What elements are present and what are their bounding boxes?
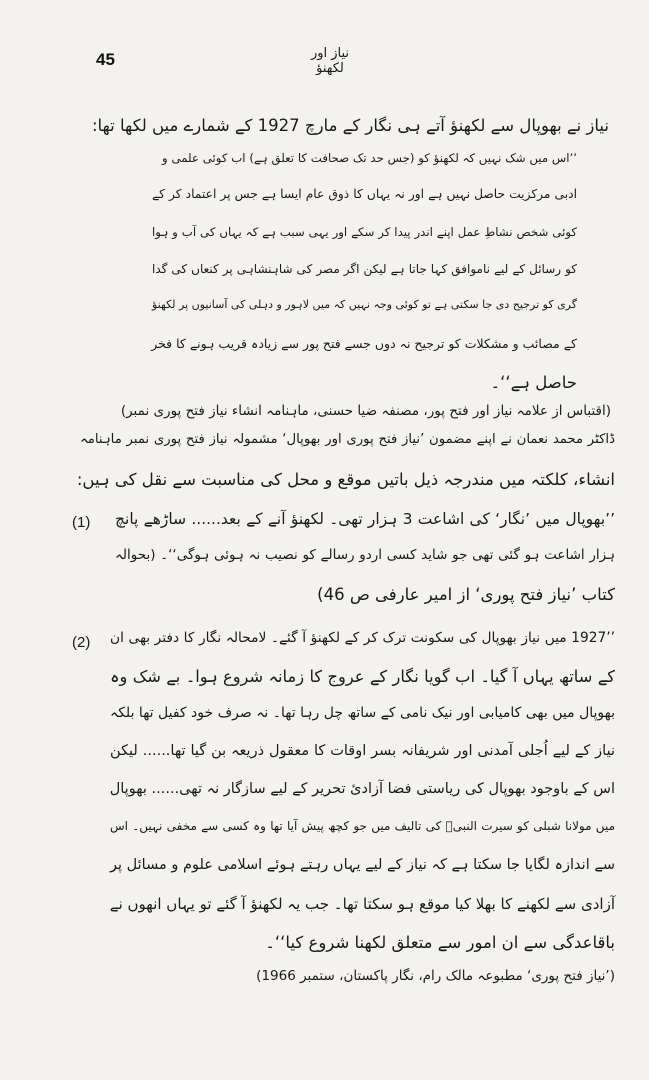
item-line: کتاب ’نیاز فتح پوری‘ از امیر عارفی ص 46) (317, 585, 615, 604)
item-line: میں مولانا شبلی کو سیرت النبیؐ کی تالیف میں جو کچھ پیش آیا تھا وہ کسی سے مخفی نہیں۔ اس (110, 819, 615, 833)
quote1-line: ادبی مرکزیت حاصل نہیں ہے اور نہ یہاں کا ذوق عام ایسا ہے جس پر اعتماد کر کے (152, 187, 577, 201)
paragraph-line: ڈاکٹر محمد نعمان نے اپنے مضمون ’نیاز فتح پوری اور بھوپال‘ مشمولہ نیاز فتح پوری نمبر ماہنامہ (80, 432, 615, 447)
item-line: ’’بھوپال میں ’نگار‘ کی اشاعت 3 ہزار تھی۔ لکھنؤ آنے کے بعد...... ساڑھے پانچ (115, 510, 615, 528)
quote1-line: ’’اس میں شک نہیں کہ لکھنؤ کو (جس حد تک صحافت کا تعلق ہے) اب کوئی علمی و (162, 151, 577, 165)
running-head: نیاز اور لکھنؤ (310, 46, 350, 76)
quote1-line: کے مصائب و مشکلات کو ترجیح نہ دوں جسے فتح پور سے زیادہ قریب ہونے کا فخر (151, 336, 577, 351)
item-citation: (’نیاز فتح پوری‘ مطبوعہ مالک رام، نگار پاکستان، ستمبر 1966) (256, 968, 615, 984)
item-line: ہزار اشاعت ہو گئی تھی جو شاید کسی اردو رسالے کو نصیب نہ ہوئی ہوگی‘‘۔ (بحوالہ (115, 547, 615, 563)
item-line: بھوپال میں بھی کامیابی اور نیک نامی کے ساتھ چل رہا تھا۔ نہ صرف خود کفیل تھا بلکہ (110, 705, 615, 721)
quote1-line: گری کو ترجیح دی جا سکتی ہے تو کوئی وجہ نہیں کہ میں لاہور و دہلی کی آسانیوں پر لکھنؤ (152, 298, 577, 311)
item-line: سے اندازہ لگایا جا سکتا ہے کہ نیاز کے لیے یہاں رہتے ہوئے اسلامی علوم و مسائل پر (109, 857, 615, 873)
item-line: کے ساتھ یہاں آ گیا۔ اب گویا نگار کے عروج کا زمانہ شروع ہوا۔ بے شک وہ (110, 667, 615, 686)
item-line: ’’1927 میں نیاز بھوپال کی سکونت ترک کر کے لکھنؤ آ گئے۔ لامحالہ نگار کا دفتر بھی ان (110, 630, 615, 646)
quote1-line: کوئی شخص نشاطِ عمل اپنے اندر پیدا کر سکے اور یہی سبب ہے کہ یہاں کی آب و ہوا (152, 225, 577, 239)
item-number: (2) (72, 634, 91, 651)
item-line: آزادی سے لکھنے کا بھلا کیا موقع ہو سکتا تھا۔ جب یہ لکھنؤ آ گئے تو یہاں انھوں نے (109, 895, 615, 913)
quote1-line: حاصل ہے‘‘۔ (490, 373, 577, 392)
item-number: (1) (72, 514, 91, 531)
intro-line: نیاز نے بھوپال سے لکھنؤ آتے ہی نگار کے مارچ 1927 کے شمارے میں لکھا تھا: (91, 116, 609, 135)
item-line: نیاز کے لیے اُجلی آمدنی اور شریفانہ بسر اوقات کا معقول ذریعہ بن گیا تھا...... لیکن (110, 743, 615, 759)
quote1-line: کو رسائل کے لیے ناموافق کہا جاتا ہے لیکن اگر مصر کی شاہنشاہی پر کنعاں کی گدا (152, 262, 577, 276)
paragraph-line: انشاء، کلکتہ میں مندرجہ ذیل باتیں موقع و محل کی مناسبت سے نقل کی ہیں: (76, 470, 615, 489)
page-number: 45 (96, 50, 115, 69)
quote1-citation: (اقتباس از علامہ نیاز اور فتح پور، مصنفہ ضیا حسنی، ماہنامہ انشاء نیاز فتح پوری نمبر) (120, 403, 611, 419)
item-line: اس کے باوجود بھوپال کی ریاستی فضا آزادیٔ تحریر کے لیے سازگار نہ تھی...... بھوپال (109, 781, 615, 797)
item-line: باقاعدگی سے ان امور سے متعلق لکھنا شروع کیا‘‘۔ (265, 933, 615, 952)
